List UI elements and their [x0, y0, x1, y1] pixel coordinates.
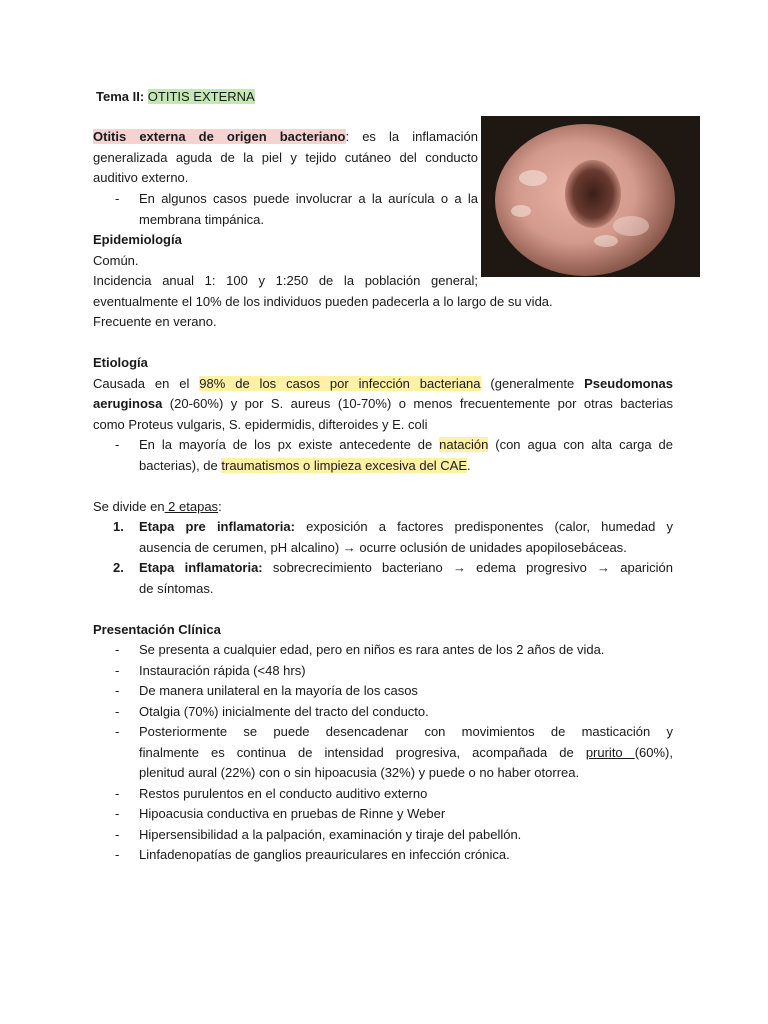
clinical-item: Se presenta a cualquier edad, pero en niños es rara antes de los 2 años de vida. — [139, 642, 605, 657]
stage-2 — [93, 558, 673, 578]
etiology-line-2 — [93, 394, 673, 414]
etiology-text: (20-60%) y por S. aureus (10-70%) o menos frecuentemente por otras bacterias — [162, 396, 673, 411]
element — [139, 456, 471, 476]
clinical-item: Otalgia (70%) inicialmente del tracto del conducto. — [139, 704, 429, 719]
clinical-item: - — [115, 827, 120, 842]
stages-intro: 2 etapas — [164, 499, 219, 514]
clinical-item: - — [115, 704, 120, 719]
clinical-item-long: - — [115, 724, 120, 739]
bullet-text-cont: membrana timpánica. — [139, 212, 264, 227]
clinical-item: - — [115, 683, 120, 698]
etiology-text: aeruginosa — [93, 396, 163, 411]
etiology-bullet-cont: bacterias), de — [139, 458, 222, 473]
stage-1: exposición a factores predisponentes (calor, humedad y — [294, 519, 673, 534]
epidemiology-line-3: eventualmente el 10% de los individuos pueden padecerla a lo largo de su vida. — [93, 294, 553, 309]
stage-1-cont: ausencia de cerumen, pH alcalino) → ocurre oclusión de unidades apopilosebáceas. — [139, 540, 627, 555]
clinical-item-long — [93, 722, 673, 742]
clinical-item: De manera unilateral en la mayoría de los casos — [139, 683, 418, 698]
definition-line-3: auditivo externo. — [93, 170, 189, 185]
clinical-item: - — [115, 642, 120, 657]
title-prefix: Tema II: — [96, 89, 148, 104]
epidemiology-heading: Epidemiología — [93, 232, 182, 247]
etiology-line-3: como Proteus vulgaris, S. epidermidis, difteroides y E. coli — [93, 417, 428, 432]
epidemiology-line-1: Común. — [93, 253, 139, 268]
ear-canal-image — [481, 116, 700, 277]
element — [139, 558, 673, 578]
clinical-item: Instauración rápida (<48 hrs) — [139, 663, 306, 678]
definition-line-2: generalizada aguda de la piel y tejido cutáneo del conducto — [93, 150, 478, 165]
bullet-dash: - — [115, 191, 120, 206]
clinical-item-long-cont: finalmente es continua de intensidad progresiva, acompañada de — [139, 745, 586, 760]
element — [139, 743, 673, 763]
etiology-bullet-text — [139, 435, 673, 455]
stages-intro: Se divide en — [93, 499, 165, 514]
epidemiology-line-4: Frecuente en verano. — [93, 314, 217, 329]
etiology-line-1 — [93, 374, 673, 394]
stage-2: Etapa inflamatoria: — [139, 560, 263, 575]
etiology-highlight: 98% de los casos por infección bacteriana — [199, 376, 481, 391]
epidemiology-line-2: Incidencia anual 1: 100 y 1:250 de la población general; — [93, 273, 478, 288]
clinical-item-long-cont: (60%), — [634, 745, 673, 760]
definition-bullet — [93, 189, 478, 209]
title-topic: OTITIS EXTERNA — [147, 89, 255, 104]
etiology-heading: Etiología — [93, 355, 148, 370]
clinical-item: - — [115, 663, 120, 678]
bullet-dash: - — [115, 437, 120, 452]
stage-1 — [93, 517, 673, 537]
stages-intro — [93, 497, 222, 517]
clinical-item: Hipoacusia conductiva en pruebas de Rinne y Weber — [139, 806, 446, 821]
clinical-item: Linfadenopatías de ganglios preauriculares en infección crónica. — [139, 847, 510, 862]
clinical-heading: Presentación Clínica — [93, 622, 221, 637]
clinical-item: - — [115, 786, 120, 801]
clinical-item-long: Posteriormente se puede desencadenar con movimientos de masticación y — [139, 724, 673, 739]
stage-2: sobrecrecimiento bacteriano → edema progresivo → aparición — [262, 560, 673, 575]
stages-intro: : — [218, 499, 222, 514]
stage-1: 1. — [113, 519, 124, 534]
clinical-item-long-cont2: plenitud aural (22%) con o sin hipoacusia (32%) y puede o no haber otorrea. — [139, 765, 580, 780]
stage-2: 2. — [113, 560, 124, 575]
definition-term: Otitis externa de origen bacteriano — [93, 129, 346, 144]
stage-2-cont: de síntomas. — [139, 581, 214, 596]
etiology-text: Pseudomonas — [584, 376, 673, 391]
clinical-item-long-cont: prurito — [585, 745, 635, 760]
etiology-bullet — [93, 435, 673, 455]
clinical-item: Hipersensibilidad a la palpación, examinación y tiraje del pabellón. — [139, 827, 522, 842]
page-title — [96, 87, 255, 107]
clinical-item: Restos purulentos en el conducto auditivo externo — [139, 786, 428, 801]
etiology-bullet-cont: . — [467, 458, 471, 473]
definition-text: : es la inflamación — [345, 129, 478, 144]
etiology-text: Causada en el — [93, 376, 200, 391]
clinical-item: - — [115, 847, 120, 862]
etiology-text: (generalmente — [480, 376, 585, 391]
stage-1: Etapa pre inflamatoria: — [139, 519, 295, 534]
etiology-bullet-text: (con agua con alta carga de — [488, 437, 674, 452]
definition-line-1 — [93, 127, 478, 147]
bullet-text: En algunos casos puede involucrar a la aurícula o a la — [139, 191, 478, 206]
clinical-item-long-cont — [93, 743, 673, 763]
element — [139, 517, 673, 537]
etiology-bullet-text: En la mayoría de los px existe antecedente de — [139, 437, 440, 452]
trauma-highlight: traumatismos o limpieza excesiva del CAE — [221, 458, 468, 473]
clinical-item: - — [115, 806, 120, 821]
swimming-highlight: natación — [439, 437, 489, 452]
otoscopic-photo — [481, 116, 700, 277]
